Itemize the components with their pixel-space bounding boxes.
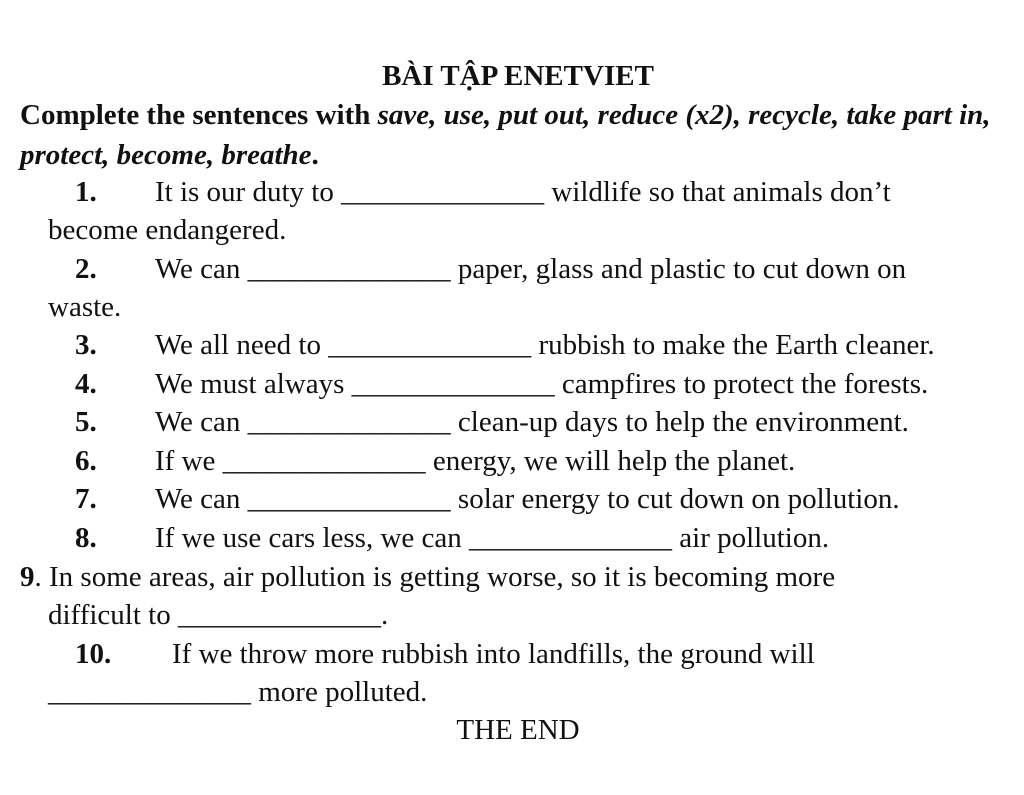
item-text	[155, 403, 909, 441]
text-before-blank: We can	[155, 406, 248, 438]
text-before-blank: difficult to	[48, 599, 178, 631]
answer-blank: ______________	[177, 599, 381, 631]
text-before-blank: We can	[155, 483, 248, 515]
text-before-blank: If we	[155, 445, 223, 477]
item-text	[155, 173, 891, 211]
item-number: 2.	[75, 253, 97, 285]
item-number: 8.	[75, 522, 97, 554]
answer-blank: ______________	[351, 368, 555, 400]
item-number: 4.	[75, 368, 97, 400]
item-number: 3.	[75, 329, 97, 361]
item-text	[155, 442, 795, 480]
item-text-line1: If we throw more rubbish into landfills, the ground will	[172, 638, 815, 670]
item-number: 10.	[75, 638, 112, 670]
instruction-lead: Complete the sentences with	[20, 99, 378, 131]
instruction	[20, 95, 1010, 175]
item-text	[155, 250, 906, 288]
answer-blank: ______________	[247, 483, 451, 515]
answer-blank: ______________	[222, 445, 426, 477]
item-text-line1: . In some areas, air pollution is getting worse, so it is becoming more	[34, 561, 836, 593]
item-number: 1.	[75, 176, 97, 208]
instruction-end: .	[311, 139, 319, 171]
answer-blank: ______________	[247, 253, 451, 285]
item-number: 9	[20, 561, 35, 593]
text-before-blank: If we use cars less, we can	[155, 522, 470, 554]
item-text	[155, 365, 928, 403]
text-after-blank: air pollution.	[672, 522, 830, 554]
item-number: 5.	[75, 406, 97, 438]
item-number: 7.	[75, 483, 97, 515]
item-continuation	[48, 596, 388, 634]
text-before-blank: We can	[155, 253, 248, 285]
item-text	[20, 558, 835, 596]
answer-blank: ______________	[247, 406, 451, 438]
answer-blank: ______________	[328, 329, 532, 361]
item-number: 6.	[75, 445, 97, 477]
text-before-blank: We all need to	[155, 329, 329, 361]
text-after-blank: campfires to protect the forests.	[554, 368, 929, 400]
text-after-blank: clean-up days to help the environment.	[450, 406, 909, 438]
text-after-blank: wildlife so that animals don’t	[544, 176, 891, 208]
text-after-blank: more polluted.	[251, 676, 428, 708]
text-after-blank: .	[380, 599, 389, 631]
text-before-blank: It is our duty to	[155, 176, 342, 208]
instruction-word-list: save, use, put out, reduce (x2), recycle, take part in, protect, become, breathe	[20, 99, 991, 171]
item-text	[155, 480, 900, 518]
answer-blank: ______________	[48, 676, 251, 708]
text-after-blank: paper, glass and plastic to cut down on	[450, 253, 907, 285]
text-after-blank: rubbish to make the Earth cleaner.	[531, 329, 935, 361]
answer-blank: ______________	[341, 176, 545, 208]
item-text	[155, 519, 829, 557]
text-after-blank: solar energy to cut down on pollution.	[450, 483, 900, 515]
the-end-footer: THE END	[456, 714, 580, 746]
text-after-blank: energy, we will help the planet.	[425, 445, 796, 477]
item-continuation: become endangered.	[48, 214, 287, 246]
answer-blank: ______________	[469, 522, 673, 554]
item-continuation	[48, 673, 427, 711]
item-text	[155, 326, 935, 364]
text-before-blank: We must always	[155, 368, 352, 400]
item-continuation: waste.	[48, 291, 122, 323]
worksheet-title: BÀI TẬP ENETVIET	[382, 60, 654, 92]
